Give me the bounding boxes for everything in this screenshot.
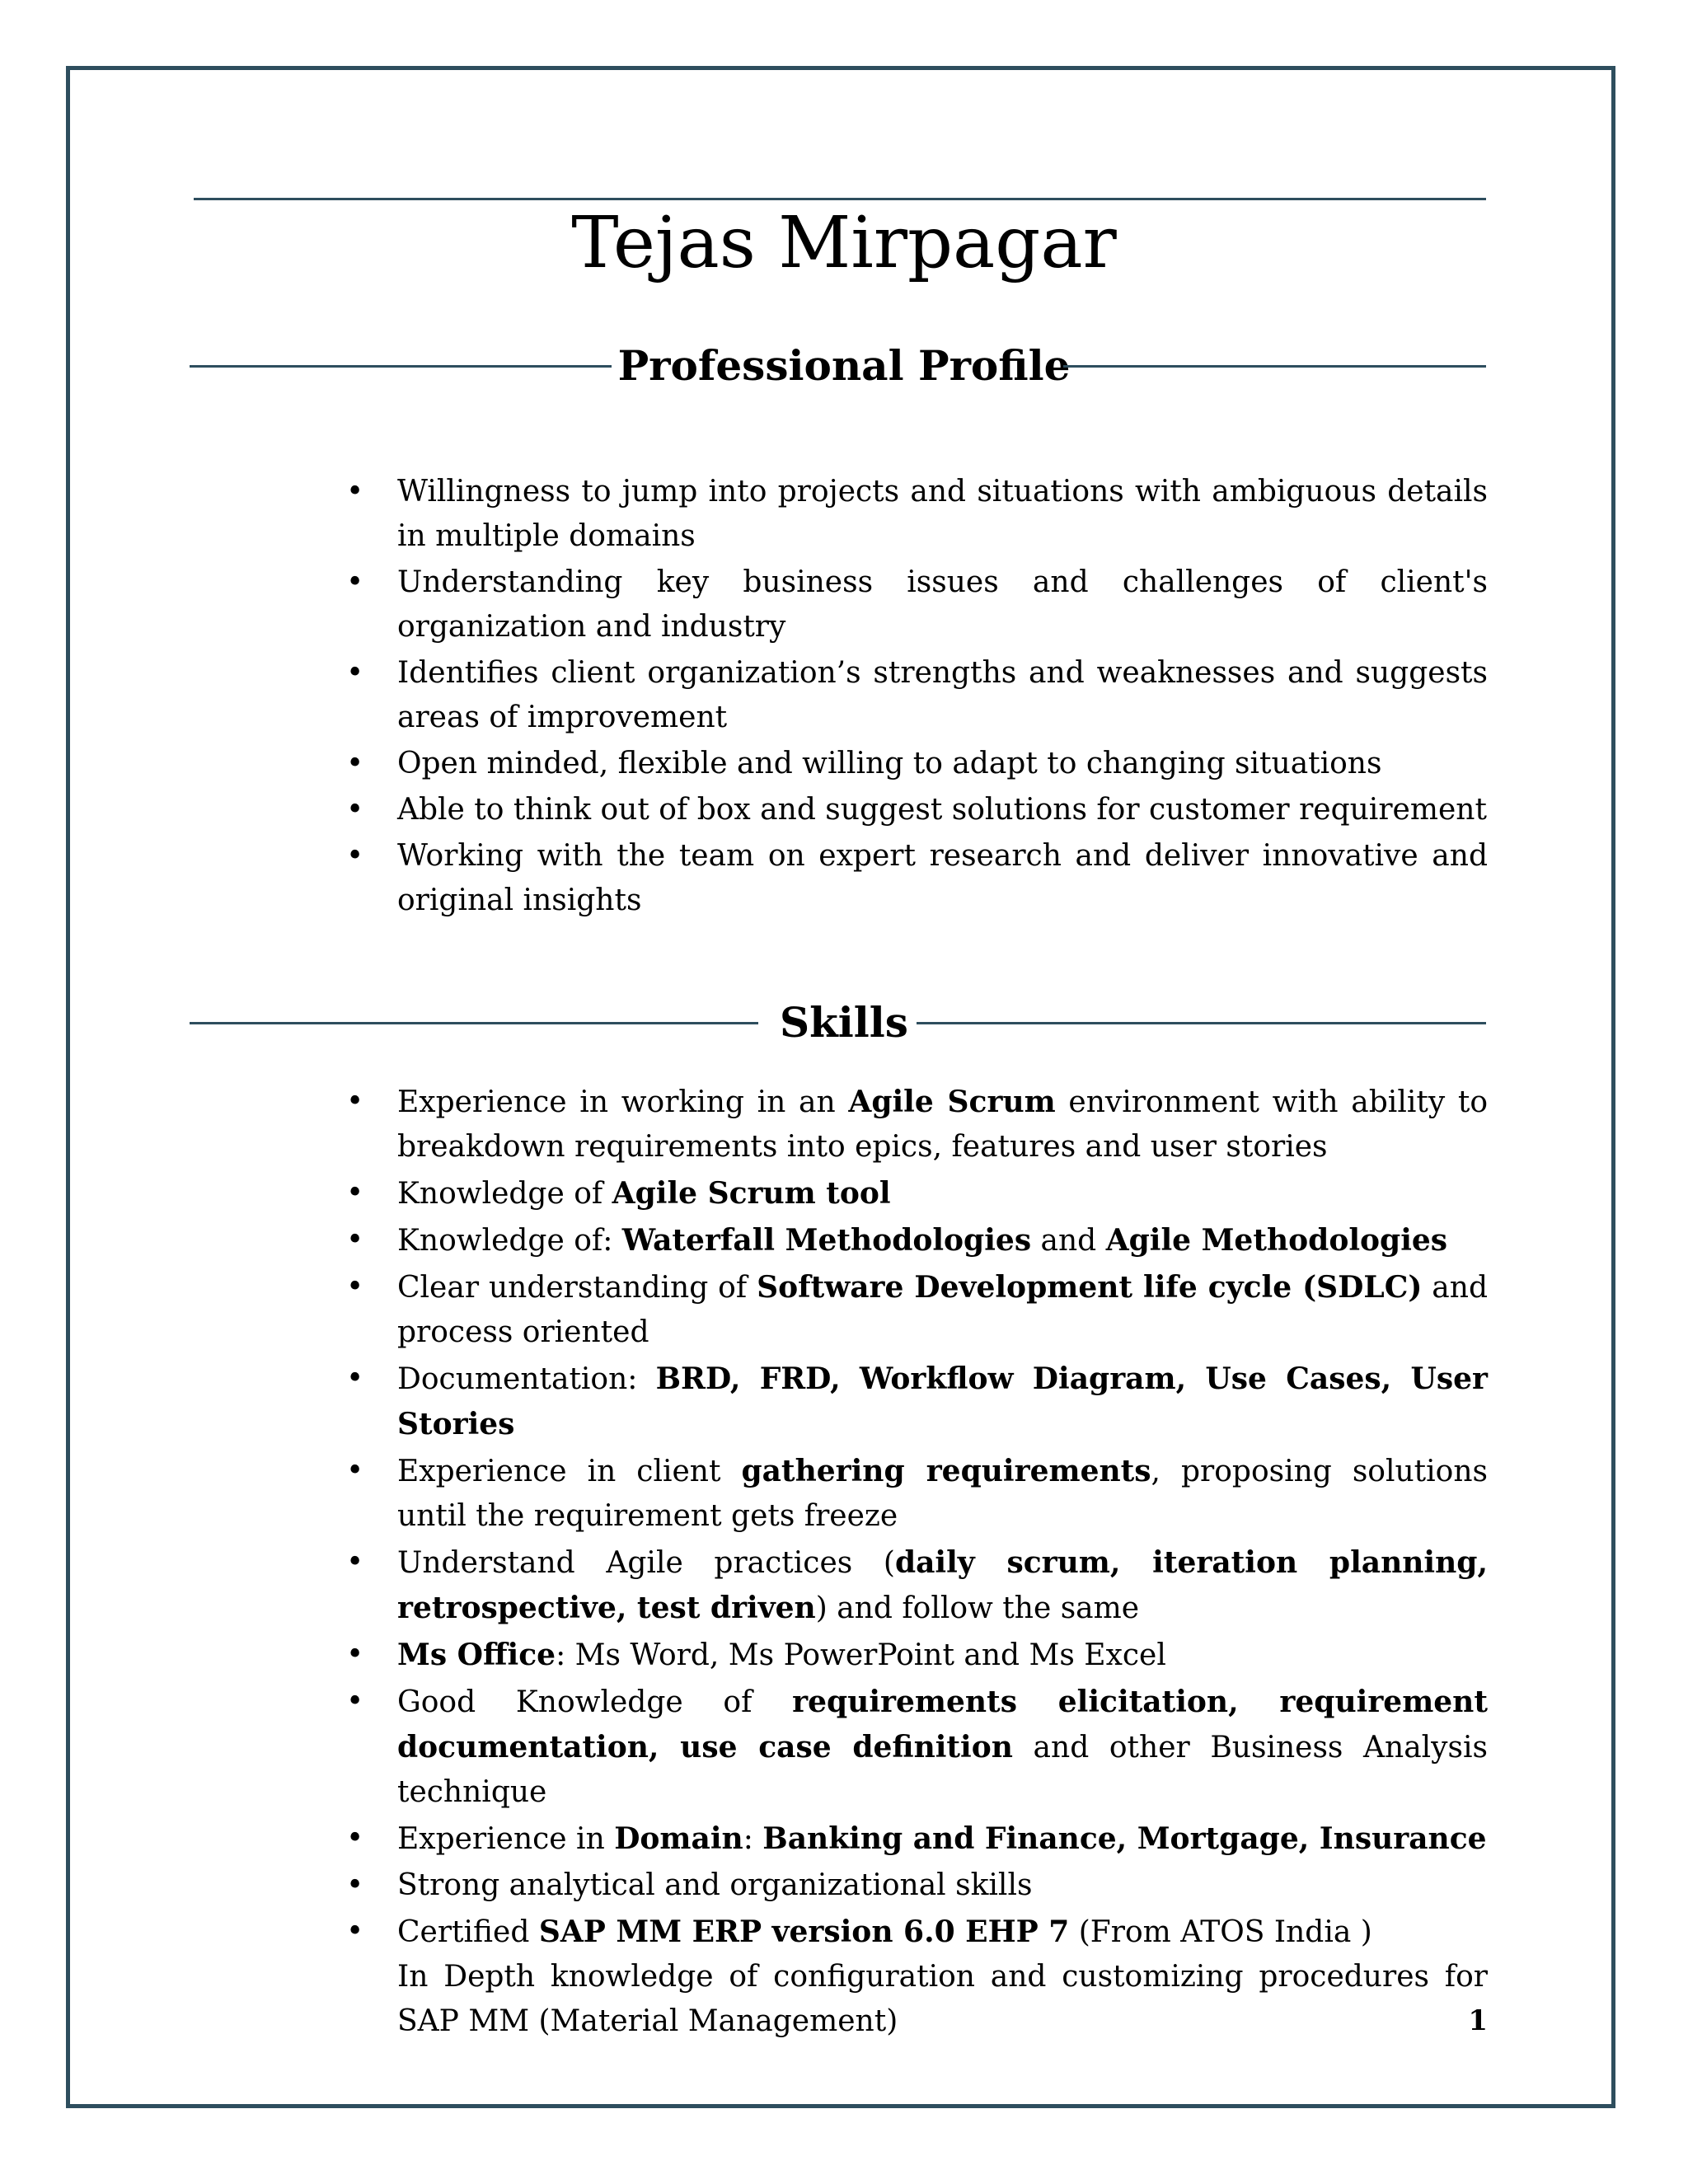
profile-list bbox=[346, 470, 1488, 925]
bullet-icon: • bbox=[346, 1545, 364, 1579]
skills-list bbox=[346, 1080, 1488, 2046]
list-item: • Identifies client organization’s strengths and weaknesses and suggests areas of improvement bbox=[346, 651, 1488, 740]
list-item: • Willingness to jump into projects and situations with ambiguous details in multiple domains bbox=[346, 470, 1488, 559]
list-item: • Strong analytical and organizational skills bbox=[346, 1863, 1488, 1908]
list-item: • Open minded, flexible and willing to adapt to changing situations bbox=[346, 742, 1488, 786]
list-item: • Knowledge of Agile Scrum tool bbox=[346, 1171, 1488, 1216]
profile-heading: Professional Profile bbox=[617, 341, 1071, 390]
bullet-icon: • bbox=[346, 1685, 364, 1718]
bullet-icon: • bbox=[346, 1223, 364, 1257]
bullet-icon: • bbox=[346, 747, 364, 780]
list-item: • Working with the team on expert research and deliver innovative and original insights bbox=[346, 834, 1488, 923]
bullet-icon: • bbox=[346, 1361, 364, 1395]
list-item: • Experience in working in an Agile Scrum environment with ability to breakdown requirements into epics, features and user stories bbox=[346, 1080, 1488, 1169]
bullet-icon: • bbox=[346, 793, 364, 827]
list-item: • Experience in Domain: Banking and Finance, Mortgage, Insurance bbox=[346, 1816, 1488, 1862]
bullet-icon: • bbox=[346, 1454, 364, 1488]
list-item: • Documentation: BRD, FRD, Workflow Diagram, Use Cases, User Stories bbox=[346, 1357, 1488, 1447]
list-item: • Understanding key business issues and challenges of client's organization and industry bbox=[346, 560, 1488, 649]
bullet-icon: • bbox=[346, 1915, 364, 1948]
top-rule bbox=[194, 198, 1486, 200]
list-item: • Certified SAP MM ERP version 6.0 EHP 7 (From ATOS India ) In Depth knowledge of configuration and customizing procedures for SAP MM (Material Management) bbox=[346, 1910, 1488, 2044]
list-item: • Knowledge of: Waterfall Methodologies and Agile Methodologies bbox=[346, 1218, 1488, 1263]
bullet-icon: • bbox=[346, 1638, 364, 1671]
candidate-name: Tejas Mirpagar bbox=[571, 202, 1117, 284]
bullet-icon: • bbox=[346, 1176, 364, 1210]
list-item: • Clear understanding of Software Development life cycle (SDLC) and process oriented bbox=[346, 1265, 1488, 1355]
bullet-icon: • bbox=[346, 1085, 364, 1118]
skills-heading: Skills bbox=[780, 998, 908, 1047]
list-item: • Ms Office: Ms Word, Ms PowerPoint and Ms Excel bbox=[346, 1633, 1488, 1678]
skills-rule-right bbox=[917, 1022, 1486, 1024]
page-number: 1 bbox=[1468, 2004, 1488, 2037]
list-item: • Experience in client gathering requirements, proposing solutions until the requirement gets freeze bbox=[346, 1449, 1488, 1539]
bullet-icon: • bbox=[346, 839, 364, 873]
bullet-icon: • bbox=[346, 1868, 364, 1902]
bullet-icon: • bbox=[346, 475, 364, 509]
list-item: • Understand Agile practices (daily scrum, iteration planning, retrospective, test driven) and follow the same bbox=[346, 1540, 1488, 1631]
bullet-icon: • bbox=[346, 1821, 364, 1855]
list-item: • Able to think out of box and suggest solutions for customer requirement bbox=[346, 788, 1488, 832]
bullet-icon: • bbox=[346, 1270, 364, 1304]
list-item: • Good Knowledge of requirements elicitation, requirement documentation, use case definition and other Business Analysis technique bbox=[346, 1680, 1488, 1815]
bullet-icon: • bbox=[346, 565, 364, 599]
profile-rule-right bbox=[1063, 365, 1486, 368]
bullet-icon: • bbox=[346, 656, 364, 690]
